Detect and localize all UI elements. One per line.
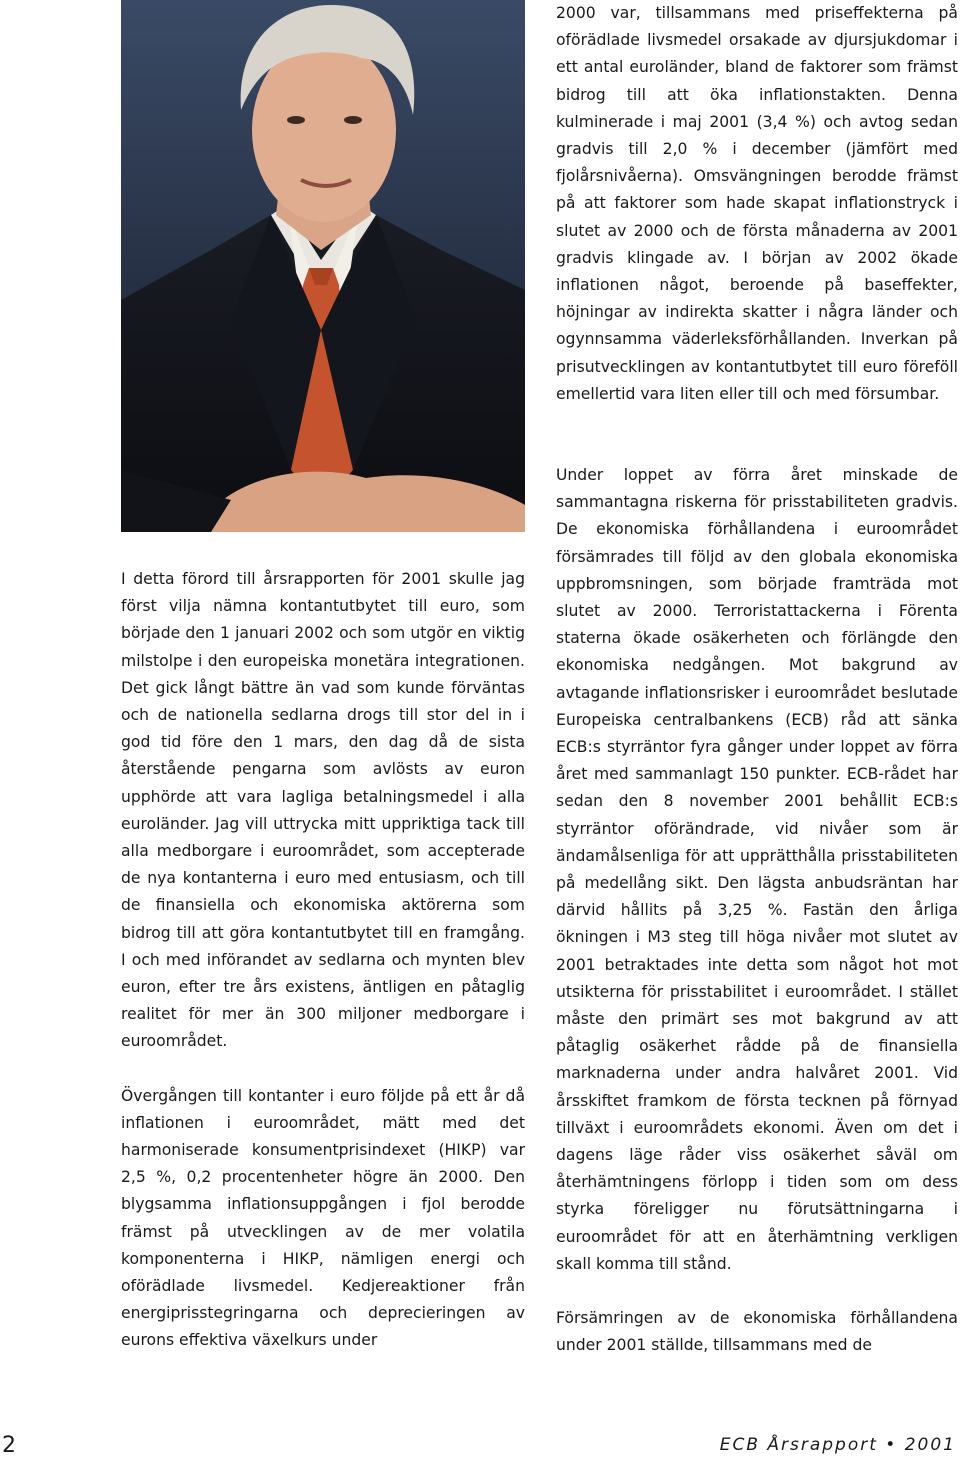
paragraph: Försämringen av de ekonomiska förhållandena under 2001 ställde, tillsammans med de <box>556 1309 958 1355</box>
right-text-column-bottom <box>556 462 958 1360</box>
portrait-illustration <box>121 0 525 532</box>
left-text-column <box>121 566 525 1355</box>
publication-footer: ECB Årsrapport • 2001 <box>719 1435 956 1455</box>
paragraph: 2000 var, tillsammans med priseffekterna på oförädlade livsmedel orsakade av djursjukdomar i ett antal euroländer, bland de faktorer som främst bidrog till att öka inflationstakten. Denna kulminerade i maj 2001 (3,4 %) och avtog sedan gradvis till 2,0 % i december (jämfört med fjolårsnivåerna). Omsvängningen berodde främst på att faktorer som hade skapat inflationstryck i slutet av 2000 och de första månaderna av 2001 gradvis klingade av. I början av 2002 ökade inflationen något, beroende på baseffekter, höjningar av indirekta skatter i några länder och ogynnsamma väderleksförhållanden. Inverkan på prisutvecklingen av kontantutbytet till euro föreföll emellertid vara liten eller till och med försumbar. <box>556 4 958 403</box>
portrait-photo <box>121 0 525 532</box>
right-text-column-top <box>556 0 958 408</box>
page-number: 2 <box>2 1433 16 1458</box>
paragraph: Övergången till kontanter i euro följde på ett år då inflationen i euroområdet, mätt med det harmoniserade konsumentprisindexet (HIKP) var 2,5 %, 0,2 procentenheter högre än 2000. Den blygsamma inflationsuppgången i fjol berodde främst på utvecklingen av de mer volatila komponenterna i HIKP, nämligen energi och oförädlade livsmedel. Kedjereaktioner från energiprisstegringarna och deprecieringen av eurons effektiva växelkurs under <box>121 1086 525 1350</box>
paragraph: Under loppet av förra året minskade de sammantagna riskerna för prisstabiliteten gradvis. De ekonomiska förhållandena i euroområdet försämrades till följd av den globala ekonomiska uppbromsningen, som började framträda mot slutet av 2000. Terroristattackerna i Förenta staterna ökade osäkerheten och förlängde den ekonomiska nedgången. Mot bakgrund av avtagande inflationsrisker i euroområdet beslutade Europeiska centralbankens (ECB) råd att sänka ECB:s styrräntor fyra gånger under loppet av förra året med sammanlagt 150 punkter. ECB-rådet har sedan den 8 november 2001 behållit ECB:s styrräntor oförändrade, vid nivåer som är ändamålsenliga för att upprätthålla prisstabiliteten på medellång sikt. Den lägsta anbudsräntan har därvid hållits på 3,25 %. Fastän den årliga ökningen i M3 steg till höga nivåer mot slutet av 2001 betraktades inte detta som något hot mot utsikterna för prisstabilitet i euroområdet. I stället måste den primärt ses mot bakgrund av att påtaglig osäkerhet rådde på de finansiella marknaderna under andra halvåret 2001. Vid årsskiftet framkom de första tecknen på förnyad tillväxt i euroområdets ekonomi. Även om det i dagens läge råder viss osäkerhet såväl om återhämtningens förlopp i tiden som om dess styrka föreligger nu förutsättningarna i euroområdet för att en återhämtning verkligen skall komma till stånd. <box>556 466 958 1273</box>
paragraph: I detta förord till årsrapporten för 2001 skulle jag först vilja nämna kontantutbytet till euro, som började den 1 januari 2002 och som utgör en viktig milstolpe i den europeiska monetära integrationen. Det gick långt bättre än vad som kunde förväntas och de nationella sedlarna drogs till stor del in i god tid före den 1 mars, den dag då de sista återstående pengarna som avlösts av euron upphörde att vara lagliga betalningsmedel i alla euroländer. Jag vill uttrycka mitt uppriktiga tack till alla medborgare i euroområdet, som accepterade de nya kontanterna i euro med entusiasm, och till de finansiella och ekonomiska aktörerna som bidrog till att göra kontantutbytet till en framgång. I och med införandet av sedlarna och mynten blev euron, efter tre års existens, äntligen en påtaglig realitet för mer än 300 miljoner medborgare i euroområdet. <box>121 570 525 1051</box>
